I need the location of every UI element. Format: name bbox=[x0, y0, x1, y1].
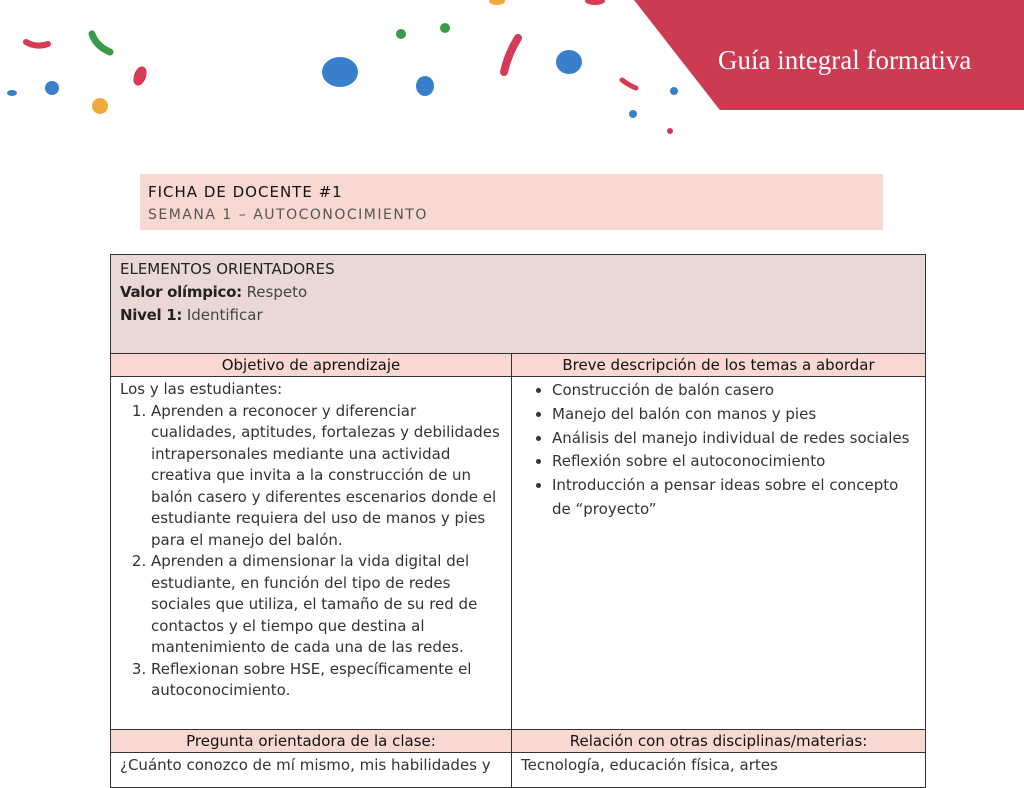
relation-header: Relación con otras disciplinas/materias: bbox=[512, 730, 926, 753]
valor-value: Respeto bbox=[246, 283, 308, 301]
question-header: Pregunta orientadora de la clase: bbox=[111, 730, 512, 753]
topic-item: • Construcción de balón casero bbox=[552, 379, 916, 403]
header-row-2 bbox=[111, 730, 926, 753]
nivel-value: Identificar bbox=[186, 306, 263, 324]
topics-list bbox=[521, 379, 916, 522]
objective-header: Objetivo de aprendizaje bbox=[111, 354, 512, 377]
fiche-title: FICHA DE DOCENTE #1 bbox=[148, 183, 343, 201]
valor-line bbox=[120, 281, 916, 304]
objective-item: 2. Aprenden a dimensionar la vida digital del estudiante, en función del tipo de redes sociales que utiliza, el tamaño de su red de contactos y el tiempo que destina al mantenimiento de cada una de las redes. bbox=[151, 551, 502, 659]
relation-text: Tecnología, educación física, artes bbox=[512, 753, 926, 788]
content-row bbox=[111, 377, 926, 730]
objective-item: 3. Reflexionan sobre HSE, específicamente el autoconocimiento. bbox=[151, 659, 502, 702]
topics-cell bbox=[512, 377, 926, 730]
orientation-row bbox=[111, 255, 926, 354]
guide-table bbox=[110, 254, 926, 788]
topics-header: Breve descripción de los temas a abordar bbox=[512, 354, 926, 377]
nivel-label: Nivel 1: bbox=[120, 306, 183, 324]
orientation-heading: ELEMENTOS ORIENTADORES bbox=[120, 260, 335, 278]
question-text: ¿Cuánto conozco de mí mismo, mis habilidades y bbox=[111, 753, 512, 788]
orientation-cell bbox=[111, 255, 926, 354]
objective-list bbox=[120, 401, 502, 702]
header-row-1 bbox=[111, 354, 926, 377]
topic-item: • Manejo del balón con manos y pies bbox=[552, 403, 916, 427]
topic-item: • Análisis del manejo individual de redes sociales bbox=[552, 427, 916, 451]
fiche-subtitle: SEMANA 1 – AUTOCONOCIMIENTO bbox=[148, 207, 428, 223]
bottom-row bbox=[111, 753, 926, 788]
nivel-line bbox=[120, 304, 916, 327]
objective-item: 1. Aprenden a reconocer y diferenciar cualidades, aptitudes, fortalezas y debilidades intrapersonales mediante una actividad creativa que invita a la construcción de un balón casero y diferentes escenarios donde el estudiante requiera del uso de manos y pies para el manejo del balón. bbox=[151, 401, 502, 552]
objective-intro: Los y las estudiantes: bbox=[120, 380, 283, 398]
banner-title: Guía integral formativa bbox=[718, 45, 972, 75]
topic-item: • Reflexión sobre el autoconocimiento bbox=[552, 450, 916, 474]
objective-cell bbox=[111, 377, 512, 730]
fiche-header bbox=[140, 174, 883, 230]
topic-item: • Introducción a pensar ideas sobre el concepto de “proyecto” bbox=[552, 474, 916, 522]
valor-label: Valor olímpico: bbox=[120, 283, 242, 301]
